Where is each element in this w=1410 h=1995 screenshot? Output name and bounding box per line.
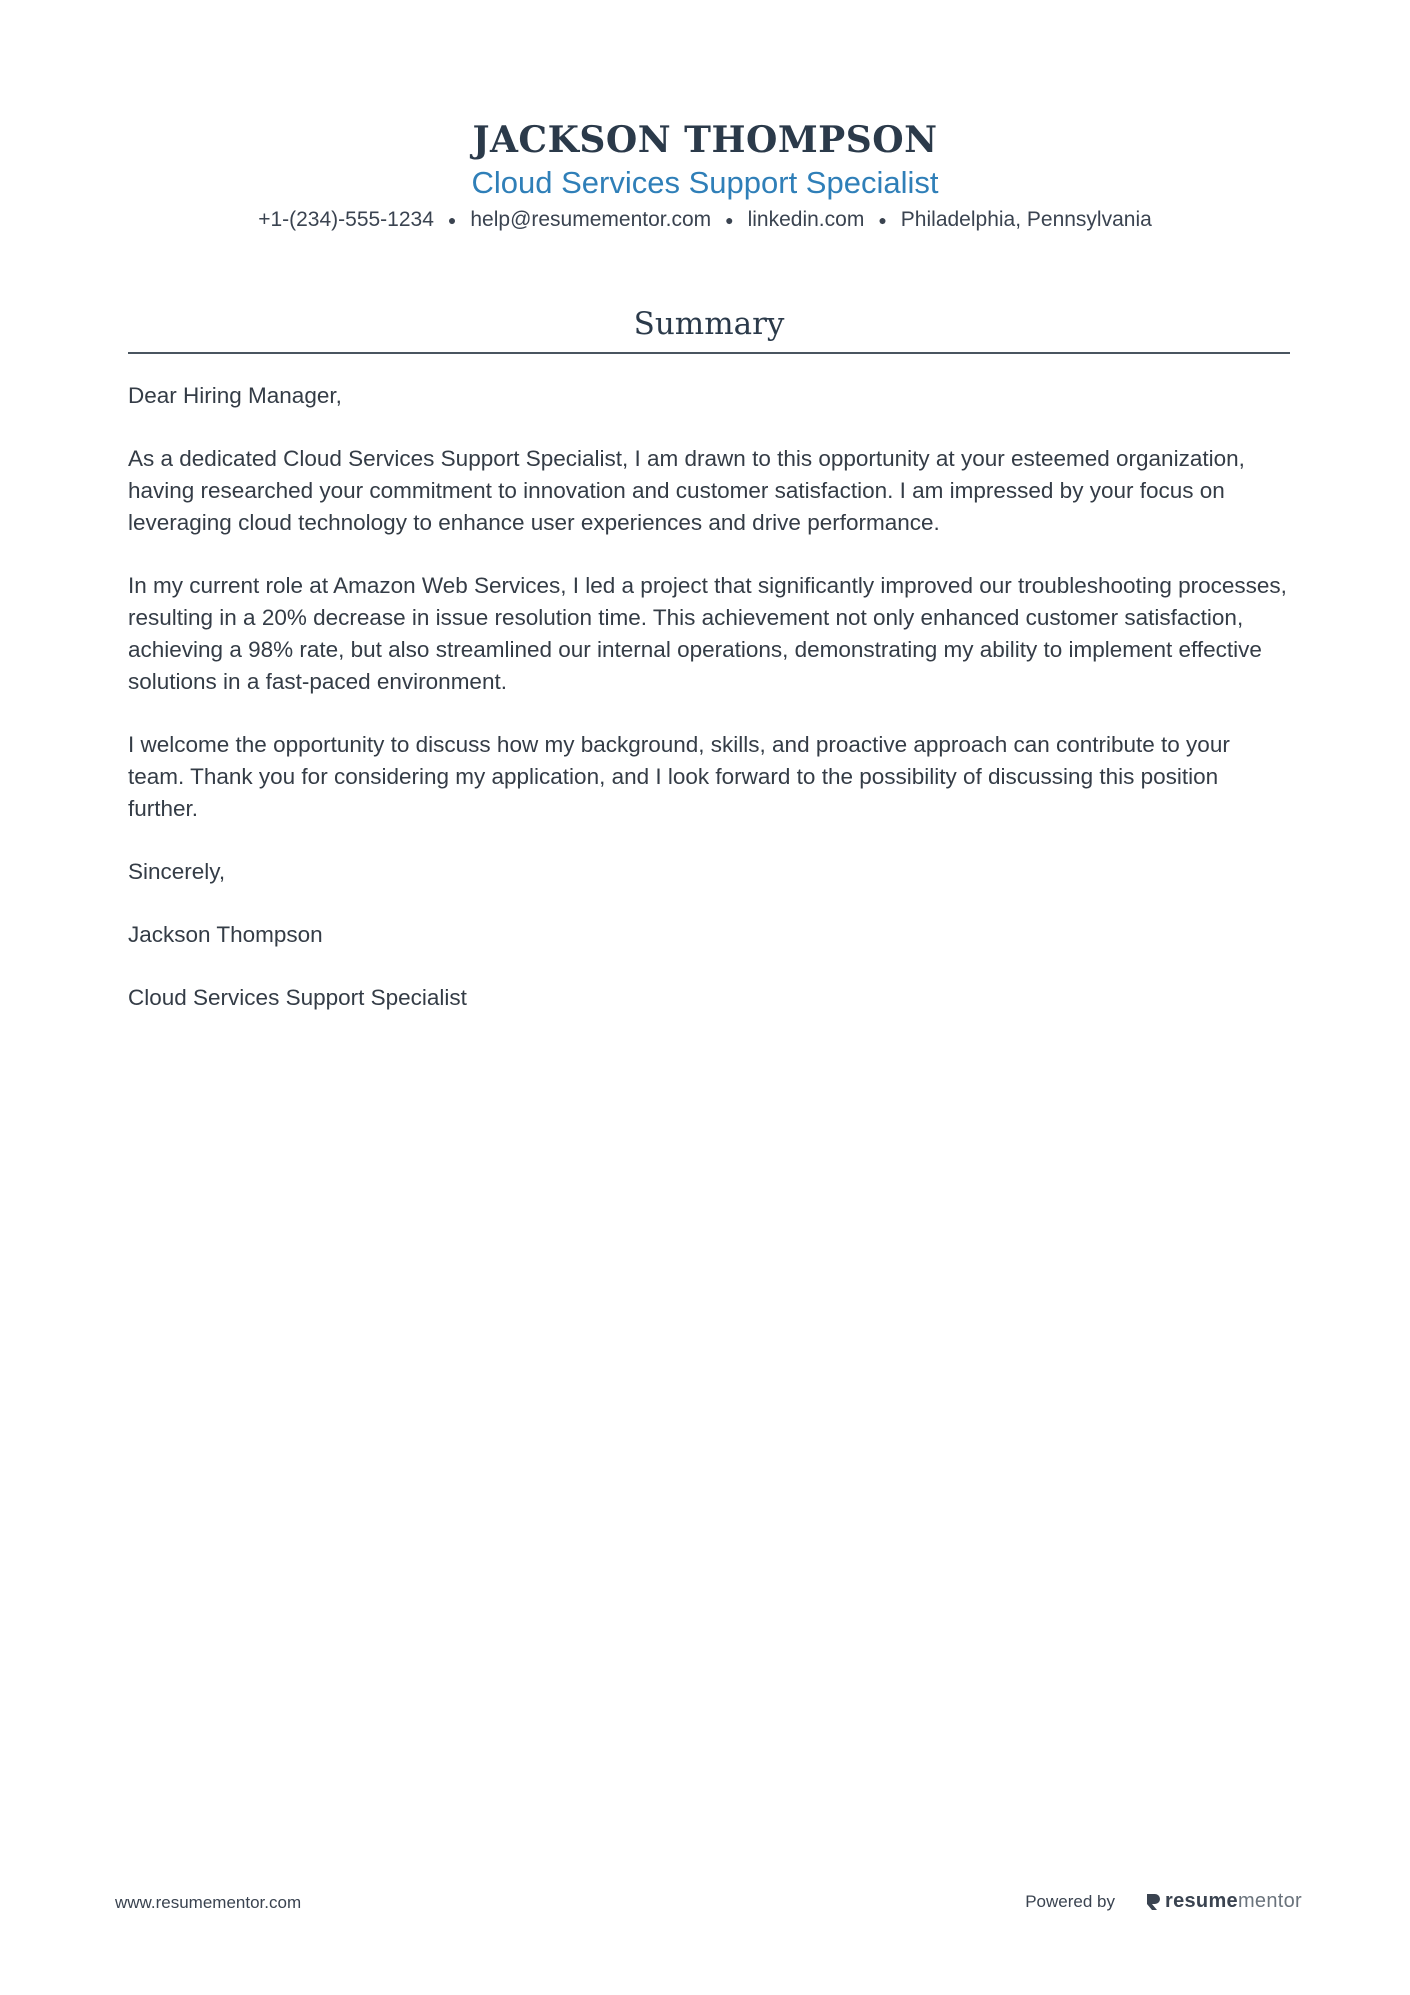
bullet-separator-icon: ● <box>447 212 457 229</box>
salutation: Dear Hiring Manager, <box>128 383 342 408</box>
brand-logo[interactable] <box>1145 1890 1302 1913</box>
letter-body <box>128 380 1290 1045</box>
letter-paragraph: I welcome the opportunity to discuss how my background, skills, and proactive approach can contribute to your team. Thank you for considering my application, and I look forward to the possibility of discussing this position further. <box>128 732 1230 821</box>
header <box>0 118 1410 234</box>
contact-line <box>0 206 1410 234</box>
contact-phone: +1-(234)-555-1234 <box>258 208 434 231</box>
contact-email[interactable]: help@resumementor.com <box>470 208 712 231</box>
brand-name-light: mentor <box>1237 1890 1302 1912</box>
signature-name: Jackson Thompson <box>128 922 323 947</box>
footer-website[interactable]: www.resumementor.com <box>115 1893 302 1912</box>
closing: Sincerely, <box>128 859 226 884</box>
contact-linkedin[interactable]: linkedin.com <box>747 208 865 231</box>
bullet-separator-icon: ● <box>878 212 887 229</box>
contact-location: Philadelphia, Pennsylvania <box>900 208 1152 231</box>
candidate-title: Cloud Services Support Specialist <box>471 165 939 200</box>
letter-paragraph: In my current role at Amazon Web Services, I led a project that significantly improved our troubleshooting processes, resulting in a 20% decrease in issue resolution time. This achievement not only enhanced customer satisfaction, achieving a 98% rate, but also streamlined our internal operations, demonstrating my ability to implement effective solutions in a fast-paced environment. <box>128 573 1287 694</box>
section-divider <box>128 352 1290 354</box>
section-title-summary: Summary <box>633 306 785 342</box>
brand-name-strong: resume <box>1165 1890 1238 1912</box>
signature-title: Cloud Services Support Specialist <box>128 985 467 1010</box>
candidate-name: JACKSON THOMPSON <box>472 119 938 161</box>
footer-branding <box>1025 1890 1302 1913</box>
letter-paragraph: As a dedicated Cloud Services Support Specialist, I am drawn to this opportunity at your esteemed organization, having researched your commitment to innovation and customer satisfaction. I am impressed by your focus on leveraging cloud technology to enhance user experiences and drive performance. <box>128 446 1245 535</box>
powered-by-label: Powered by <box>1025 1891 1115 1911</box>
resumementor-logo-icon <box>1145 1892 1161 1912</box>
bullet-separator-icon: ● <box>725 212 734 229</box>
